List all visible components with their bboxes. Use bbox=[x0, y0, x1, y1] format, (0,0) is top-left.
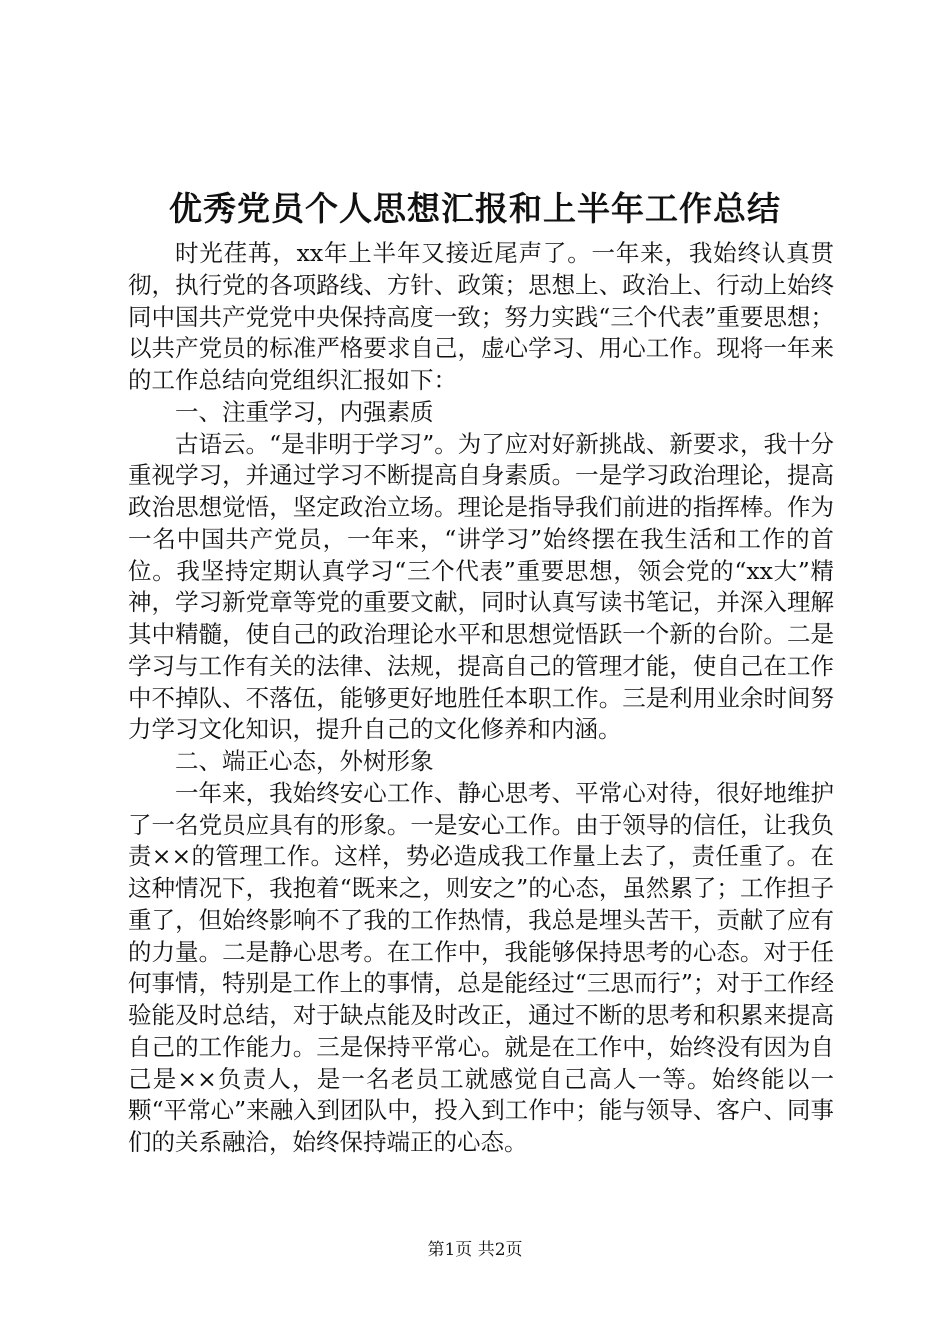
document-body bbox=[128, 238, 834, 1159]
page-number-footer: 第1页 共2页 bbox=[427, 1240, 523, 1260]
section-1-paragraph: 古语云。“是非明于学习”。为了应对好新挑战、新要求，我十分重视学习，并通过学习不断提高自身素质。一是学习政治理论，提高政治思想觉悟，坚定政治立场。理论是指导我们前进的指挥棒。作为一名中国共产党员，一年来，“讲学习”始终摆在我生活和工作的首位。我坚持定期认真学习“三个代表”重要思想，领会党的“xx大”精神，学习新党章等党的重要文献，同时认真写读书笔记，并深入理解其中精髓，使自己的政治理论水平和思想觉悟跃一个新的台阶。二是学习与工作有关的法律、法规，提高自己的管理才能，使自己在工作中不掉队、不落伍，能够更好地胜任本职工作。三是利用业余时间努力学习文化知识，提升自己的文化修养和内涵。 bbox=[128, 429, 834, 744]
intro-paragraph: 时光荏苒，xx年上半年又接近尾声了。一年来，我始终认真贯彻，执行党的各项路线、方针、政策；思想上、政治上、行动上始终同中国共产党党中央保持高度一致；努力实践“三个代表”重要思想；以共产党员的标准严格要求自己，虚心学习、用心工作。现将一年来的工作总结向党组织汇报如下： bbox=[128, 239, 834, 394]
section-heading-1: 一、注重学习，内强素质 bbox=[175, 397, 434, 426]
section-heading-2: 二、端正心态，外树形象 bbox=[175, 747, 434, 775]
section-2-paragraph: 一年来，我始终安心工作、静心思考、平常心对待，很好地维护了一名党员应具有的形象。一是安心工作。由于领导的信任，让我负责××的管理工作。这样，势必造成我工作量上去了，责任重了。在这种情况下，我抱着“既来之，则安之”的心态，虽然累了；工作担子重了，但始终影响不了我的工作热情，我总是埋头苦干，贡献了应有的力量。二是静心思考。在工作中，我能够保持思考的心态。对于任何事情，特别是工作上的事情，总是能经过“三思而行”；对于工作经验能及时总结，对于缺点能及时改正，通过不断的思考和积累来提高自己的工作能力。三是保持平常心。就是在工作中，始终没有因为自己是××负责人，是一名老员工就感觉自己高人一等。始终能以一颗“平常心”来融入到团队中，投入到工作中；能与领导、客户、同事们的关系融洽，始终保持端正的心态。 bbox=[128, 778, 834, 1156]
document-title: 优秀党员个人思想汇报和上半年工作总结 bbox=[169, 189, 781, 228]
